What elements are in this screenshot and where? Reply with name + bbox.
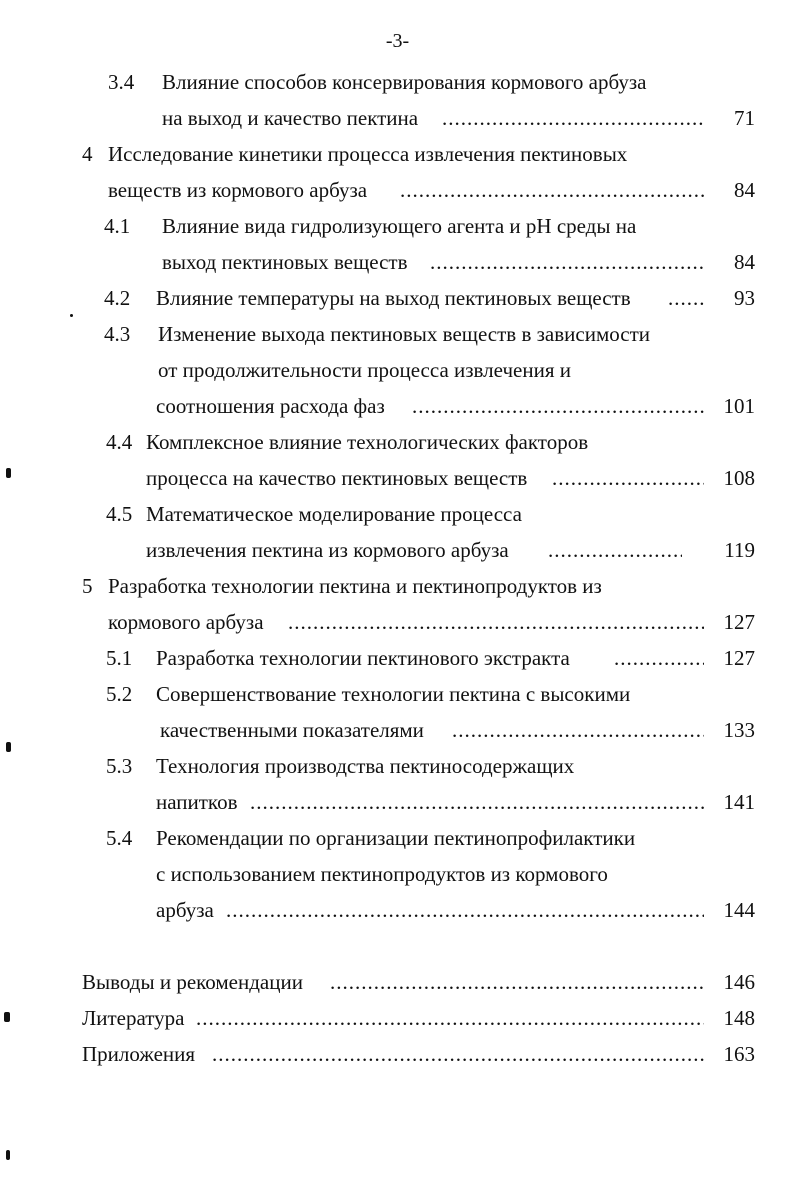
- leader-dots: [330, 970, 704, 994]
- toc-title-line: Приложения: [82, 1042, 196, 1066]
- toc-page: 141: [723, 790, 755, 814]
- leader-dots: [430, 250, 704, 274]
- toc-title-line: веществ из кормового арбуза: [108, 178, 368, 202]
- leader-dots: [552, 466, 704, 490]
- leader-dots: [442, 106, 704, 130]
- leader-dots: [412, 394, 704, 418]
- toc-title-line: Влияние способов консервирования кормового арбуза: [162, 70, 647, 94]
- leader-dots: [668, 286, 704, 310]
- toc-title-line: Исследование кинетики процесса извлечения пектиновых: [108, 142, 628, 166]
- toc-number: 4.5: [106, 502, 133, 526]
- scan-mark: [4, 1012, 10, 1022]
- toc-title-line: Рекомендации по организации пектинопрофилактики: [156, 826, 636, 850]
- toc-title-line: Совершенствование технологии пектина с высокими: [156, 682, 631, 706]
- toc-number: 5: [82, 574, 93, 598]
- toc-page: 101: [723, 394, 755, 418]
- toc-title-line: с использованием пектинопродуктов из кормового: [156, 862, 608, 886]
- scan-mark: [6, 468, 11, 478]
- toc-page: 146: [723, 970, 755, 994]
- scan-mark: [6, 742, 11, 752]
- leader-dots: [226, 898, 704, 922]
- toc-title-line: Разработка технологии пектинового экстракта: [156, 646, 570, 670]
- scan-mark: [6, 1150, 10, 1160]
- toc-title-line: Математическое моделирование процесса: [146, 502, 522, 526]
- toc-title-line: кормового арбуза: [108, 610, 264, 634]
- toc-number: 3.4: [108, 70, 135, 94]
- toc-title-line: процесса на качество пектиновых веществ: [146, 466, 528, 490]
- toc-title-line: качественными показателями: [160, 718, 424, 742]
- toc-page: 163: [723, 1042, 755, 1066]
- toc-page: 84: [734, 178, 755, 202]
- toc-number: 5.3: [106, 754, 133, 778]
- toc-title-line: выход пектиновых веществ: [162, 250, 408, 274]
- toc-page: 148: [723, 1006, 755, 1030]
- leader-dots: [452, 718, 704, 742]
- toc-title-line: Комплексное влияние технологических факторов: [146, 430, 589, 454]
- toc-page: 127: [723, 610, 755, 634]
- toc-title-line: Выводы и рекомендации: [82, 970, 303, 994]
- leader-dots: [614, 646, 704, 670]
- toc-title-line: напитков: [156, 790, 238, 814]
- leader-dots: [288, 610, 704, 634]
- toc-title-line: арбуза: [156, 898, 214, 922]
- toc-title-line: Влияние вида гидролизующего агента и pH среды на: [162, 214, 637, 238]
- page-number: -3-: [385, 30, 410, 52]
- toc-number: 4: [82, 142, 93, 166]
- toc-title-line: Разработка технологии пектина и пектинопродуктов из: [108, 574, 602, 598]
- scan-mark: [70, 314, 73, 317]
- leader-dots: [548, 538, 682, 562]
- toc-title-line: Литература: [82, 1006, 185, 1030]
- leader-dots: [250, 790, 704, 814]
- toc-title-line: на выход и качество пектина: [162, 106, 419, 130]
- leader-dots: [196, 1006, 704, 1030]
- leader-dots: [400, 178, 704, 202]
- toc-page: 133: [723, 718, 755, 742]
- toc-page: 144: [723, 898, 755, 922]
- toc-title-line: Влияние температуры на выход пектиновых веществ: [156, 286, 631, 310]
- toc-title-line: от продолжительности процесса извлечения и: [158, 358, 571, 382]
- leader-dots: [212, 1042, 704, 1066]
- toc-page: 84: [734, 250, 755, 274]
- toc-number: 5.1: [106, 646, 133, 670]
- toc-page: 93: [734, 286, 755, 310]
- toc-title-line: соотношения расхода фаз: [156, 394, 385, 418]
- toc-page: 119: [724, 538, 755, 562]
- toc-title-line: извлечения пектина из кормового арбуза: [146, 538, 509, 562]
- toc-page: 127: [723, 646, 755, 670]
- toc-number: 4.3: [104, 322, 131, 346]
- toc-title-line: Изменение выхода пектиновых веществ в зависимости: [158, 322, 651, 346]
- toc-number: 5.2: [106, 682, 133, 706]
- toc-number: 4.1: [104, 214, 131, 238]
- toc-number: 4.2: [104, 286, 131, 310]
- toc-title-line: Технология производства пектиносодержащих: [156, 754, 575, 778]
- toc-number: 4.4: [106, 430, 133, 454]
- toc-page: 71: [734, 106, 755, 130]
- toc-page: 108: [723, 466, 755, 490]
- toc-number: 5.4: [106, 826, 133, 850]
